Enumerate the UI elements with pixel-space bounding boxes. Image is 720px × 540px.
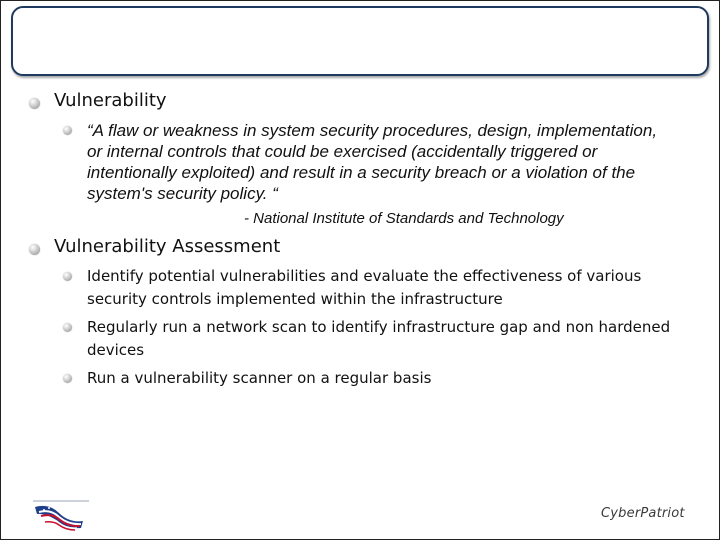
- quote-source: - National Institute of Standards and Technology: [244, 210, 564, 227]
- title-box: [11, 6, 709, 76]
- assessment-subitem: Run a vulnerability scanner on a regular basis: [87, 369, 432, 387]
- assessment-subitem: Regularly run a network scan to identify infrastructure gap and non hardened devices: [87, 318, 671, 359]
- nist-definition-quote: “A flaw or weakness in system security procedures, design, implementation, or internal controls that could be exercised (accidentally triggered or intentionally exploited) and result in a security breach or a violation of the system's security policy. “: [87, 121, 658, 203]
- bullet-icon: [63, 323, 72, 332]
- cyberpatriot-brand: CyberPatriot: [601, 506, 685, 521]
- bullet-icon: [63, 374, 72, 383]
- bullet-icon: [63, 272, 72, 281]
- bullet-icon: [63, 126, 72, 135]
- flag-eagle-logo-icon: [29, 495, 91, 538]
- bullet-icon: [29, 244, 40, 255]
- bullet-vulnerability: Vulnerability: [54, 90, 167, 111]
- assessment-subitem: Identify potential vulnerabilities and evaluate the effectiveness of various security controls implemented within the infrastructure: [87, 267, 642, 308]
- bullet-icon: [29, 98, 40, 109]
- bullet-vulnerability-assessment: Vulnerability Assessment: [54, 236, 281, 257]
